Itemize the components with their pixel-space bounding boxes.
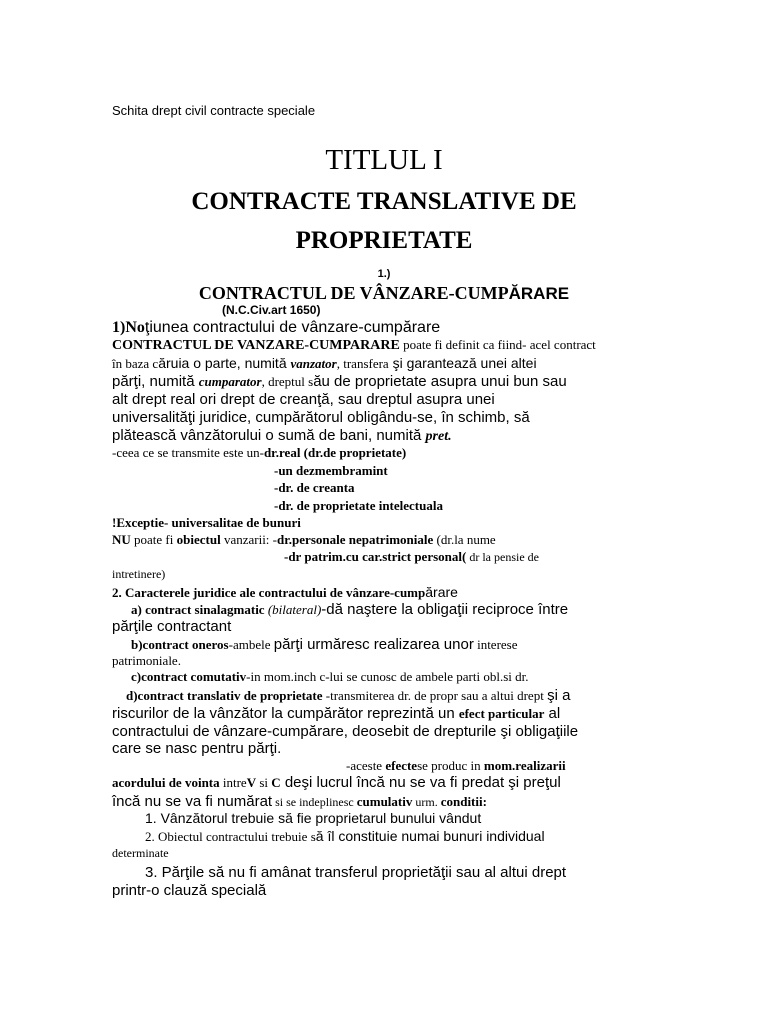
efecte-text: urm. xyxy=(412,795,441,809)
efecte-conditii: conditii: xyxy=(440,794,487,809)
caracter-d-line-3: contractului de vânzare-cumpărare, deosebit de drepturile şi obligaţiile xyxy=(112,723,579,740)
definition-text: poate fi definit ca fiind- acel contract xyxy=(399,337,596,352)
definition-line-3 xyxy=(112,373,567,390)
efecte-cumulativ: cumulativ xyxy=(356,794,413,809)
definition-line-2 xyxy=(112,355,537,373)
efecte-text: -aceste xyxy=(346,758,386,773)
efecte-v: V xyxy=(246,775,257,790)
efecte-text: se produc in xyxy=(417,758,484,773)
caracter-c-line xyxy=(131,670,528,685)
efecte-c: C xyxy=(271,775,281,790)
definition-text: părţi, numită xyxy=(112,373,199,390)
object-nu: NU xyxy=(112,532,131,547)
title-line-2: PROPRIETATE xyxy=(295,227,473,254)
definition-line-4: alt drept real ori drept de creanţă, sau dreptul asupra unei xyxy=(112,391,495,408)
conditie-2-line-1 xyxy=(145,828,545,846)
caracter-a-label: a) contract sinalagmatic xyxy=(131,602,265,617)
conditie-3-line-2: printr-o clauză specială xyxy=(112,882,267,899)
conditie-1: 1. Vânzătorul trebuie să fie proprietarul bunului vândut xyxy=(145,810,482,826)
definition-text: , transfera xyxy=(336,356,389,371)
definition-term: CONTRACTUL DE VANZARE-CUMPARARE xyxy=(112,338,400,353)
caracter-d-text: -transmiterea dr. de propr sau a altui drept xyxy=(322,688,548,703)
efecte-efecte: efecte xyxy=(385,758,418,773)
object-text: poate fi xyxy=(130,532,177,547)
caracter-d-text: al xyxy=(544,705,561,722)
efecte-text: si xyxy=(256,775,272,790)
efecte-text: si se indeplinesc xyxy=(272,795,357,809)
notiunea-heading xyxy=(112,319,440,337)
caracter-a-text: -dă naştere la obligaţii reciproce între xyxy=(321,601,569,618)
caracter-a-italic: (bilateral) xyxy=(264,602,322,617)
definition-text: ău de proprietate asupra unui bun sau xyxy=(313,373,567,390)
definition-term-cumparator: cumparator xyxy=(198,374,262,389)
efecte-line-1 xyxy=(346,759,566,774)
caracter-d-line-2 xyxy=(112,705,560,722)
efecte-text: deşi lucrul încă nu se va fi predat şi preţul xyxy=(280,774,561,791)
caracter-a-line-1 xyxy=(131,601,568,619)
definition-line-1 xyxy=(112,336,596,354)
conditie-2-text: 2. Obiectul contractului trebuie s xyxy=(145,829,316,844)
section-heading-part-b: ĂRARE xyxy=(508,284,570,303)
object-item-dezmembramint: -un dezmembramint xyxy=(274,463,388,478)
caracter-a-line-2: părţile contractant xyxy=(112,618,232,635)
definition-line-5: universalităţi juridice, cumpărătorul obligându-se, în schimb, să xyxy=(112,409,530,426)
efecte-acordului: acordului de vointa xyxy=(112,775,220,790)
object-nu-line xyxy=(112,533,496,548)
object-text: vanzarii: - xyxy=(220,532,277,547)
object-line-1 xyxy=(112,446,406,461)
definition-text: plătească vânzătorului o sumă de bani, numită xyxy=(112,427,426,444)
caracter-d-label: d)contract translativ de proprietate xyxy=(126,688,323,703)
object-item-creanta: -dr. de creanta xyxy=(274,480,355,495)
caracter-b-text: -ambele xyxy=(228,637,274,652)
definition-line-6 xyxy=(112,427,452,445)
caracter-d-line-1 xyxy=(126,687,570,705)
definition-term-vanzator: vanzator xyxy=(290,356,337,371)
object-item-intelectuala: -dr. de proprietate intelectuala xyxy=(274,498,443,513)
object-exceptie: !Exceptie- universalitae de bunuri xyxy=(112,515,301,530)
caractere-heading xyxy=(112,584,458,602)
definition-text: ăruia o parte, numită xyxy=(158,355,291,371)
caracter-b-text: părţi urmăresc realizarea unor xyxy=(273,636,474,653)
caracter-b-line-1 xyxy=(131,636,518,654)
section-reference: (N.C.Civ.art 1650) xyxy=(222,303,321,317)
definition-text: , dreptul s xyxy=(261,374,314,389)
efecte-mom-realizarii: mom.realizarii xyxy=(483,758,566,773)
object-item-dr-real: dr.real (dr.de proprietate) xyxy=(263,445,407,460)
caracter-d-efect: efect particular xyxy=(458,706,545,721)
object-dr-patrim: -dr patrim.cu car.strict personal( xyxy=(284,549,467,564)
caracter-c-label: c)contract comutativ xyxy=(131,669,247,684)
caracter-b-label: b)contract oneros xyxy=(131,637,229,652)
efecte-text: intre xyxy=(219,775,247,790)
object-dr-personale: dr.personale nepatrimoniale xyxy=(277,532,434,547)
conditie-2-text: ă îl constituie numai bunuri individual xyxy=(315,828,545,844)
section-number: 1.) xyxy=(377,268,391,280)
conditie-2-line-2: determinate xyxy=(112,846,169,860)
object-patrim-line xyxy=(284,550,539,565)
efecte-text: încă nu se va fi numărat xyxy=(112,793,273,810)
definition-text: şi garantează unei altei xyxy=(388,355,537,371)
caracter-b-text: interese xyxy=(473,637,518,652)
caractere-heading-text: 2. Caracterele juridice ale contractului de vânzare-cump xyxy=(112,585,426,600)
caracter-b-line-2: patrimoniale. xyxy=(112,653,181,668)
object-text: -ceea ce se transmite este un- xyxy=(112,445,264,460)
caracter-d-text: riscurilor de la vânzător la cumpărător reprezintă un xyxy=(112,705,459,722)
caracter-c-text: -in mom.inch c-lui se cunosc de ambele parti obl.si dr. xyxy=(246,669,529,684)
section-heading-part-a: CONTRACTUL DE VÂNZARE-CUMP xyxy=(198,283,509,303)
caracter-d-text: şi a xyxy=(547,687,571,704)
conditie-3-line-1: 3. Părţile să nu fi amânat transferul proprietăţii sau al altui drept xyxy=(145,864,567,881)
document-header: Schita drept civil contracte speciale xyxy=(112,103,316,118)
notiunea-prefix: 1)No xyxy=(112,319,145,336)
title-line-1: CONTRACTE TRANSLATIVE DE xyxy=(191,188,577,215)
object-obiectul: obiectul xyxy=(176,532,221,547)
caractere-heading-text: ărare xyxy=(425,584,458,600)
section-heading xyxy=(0,283,768,304)
object-intretinere: intretinere) xyxy=(112,567,166,581)
definition-text: în baza c xyxy=(112,356,159,371)
efecte-line-2 xyxy=(112,774,561,792)
efecte-line-3 xyxy=(112,793,487,811)
object-text: (dr.la nume xyxy=(433,532,496,547)
caracter-d-line-4: care se nasc pentru părţi. xyxy=(112,740,282,757)
title-titlu: TITLUL I xyxy=(325,144,443,176)
definition-term-pret: pret. xyxy=(425,429,452,444)
notiunea-rest: ţiunea contractului de vânzare-cumpărare xyxy=(144,319,441,336)
object-text: dr la pensie de xyxy=(466,550,539,564)
